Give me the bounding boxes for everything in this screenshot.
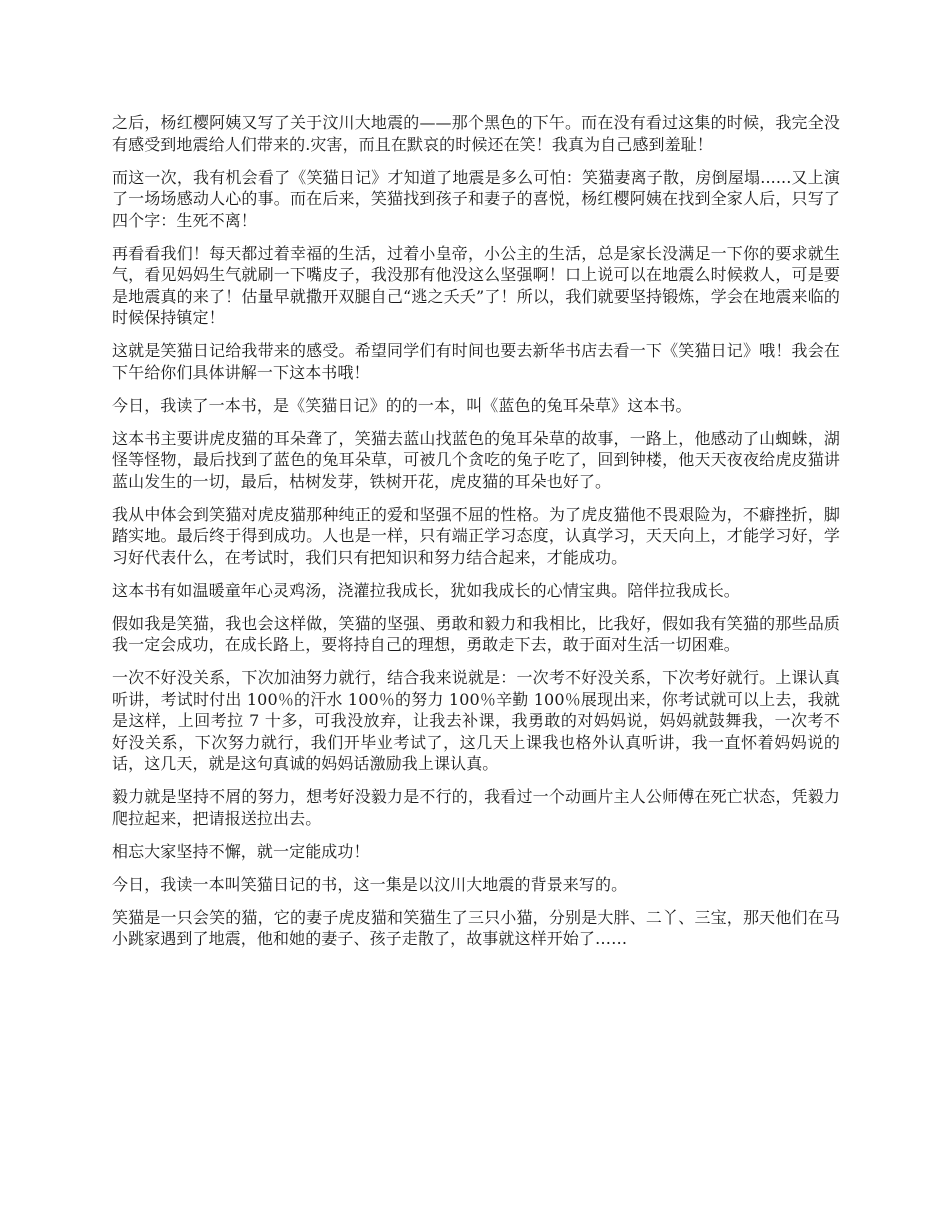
paragraph-1: 之后，杨红樱阿姨又写了关于汶川大地震的——那个黑色的下午。而在没有看过这集的时候，我完全没有感受到地震给人们带来的.灾害，而且在默哀的时候还在笑！我真为自己感到羞耻！ — [112, 113, 840, 154]
paragraph-3: 再看看我们！每天都过着幸福的生活，过着小皇帝，小公主的生活，总是家长没满足一下你的要求就生气，看见妈妈生气就刷一下嘴皮子，我没那有他没这么坚强啊！口上说可以在地震么时候救人，可是要是地震真的来了！估量早就撒开双腿自己“逃之夭夭”了！所以，我们就要坚持锻炼，学会在地震来临的时候保持镇定！ — [112, 243, 840, 327]
paragraph-7: 我从中体会到笑猫对虎皮猫那种纯正的爱和坚强不屈的性格。为了虎皮猫他不畏艰险为，不癖挫折，脚踏实地。最后终于得到成功。人也是一样，只有端正学习态度，认真学习，天天向上，才能学习好，学习好代表什么，在考试时，我们只有把知识和努力结合起来，才能成功。 — [112, 504, 840, 567]
paragraph-8: 这本书有如温暖童年心灵鸡汤，浇灌拉我成长，犹如我成长的心情宝典。陪伴拉我成长。 — [112, 580, 740, 600]
paragraph-13: 今日，我读一本叫笑猫日记的书，这一集是以汶川大地震的背景来写的。 — [112, 874, 628, 894]
paragraph-6: 这本书主要讲虎皮猫的耳朵聋了，笑猫去蓝山找蓝色的兔耳朵草的故事，一路上，他感动了山蜘蛛，湖怪等怪物，最后找到了蓝色的兔耳朵草，可被几个贪吃的兔子吃了，回到钟楼，他天天夜夜给虎皮猫讲蓝山发生的一切，最后，枯树发芽，铁树开花，虎皮猫的耳朵也好了。 — [112, 428, 840, 491]
paragraph-5: 今日，我读了一本书，是《笑猫日记》的的一本，叫《蓝色的兔耳朵草》这本书。 — [112, 395, 692, 415]
paragraph-14: 笑猫是一只会笑的猫，它的妻子虎皮猫和笑猫生了三只小猫，分别是大胖、二丫、三宝，那天他们在马小跳家遇到了地震，他和她的妻子、孩子走散了，故事就这样开始了…… — [112, 907, 840, 948]
paragraph-11: 毅力就是坚持不屑的努力，想考好没毅力是不行的，我看过一个动画片主人公师傅在死亡状态，凭毅力爬拉起来，把请报送拉出去。 — [112, 787, 840, 828]
paragraph-12: 相忘大家坚持不懈，就一定能成功！ — [112, 841, 370, 861]
paragraph-10: 一次不好没关系，下次加油努力就行，结合我来说就是：一次考不好没关系，下次考好就行。上课认真听讲，考试时付出 100％的汗水 100％的努力 100％辛勤 100％展现出来，你考试就可以上去，我就是这样，上回考拉 7 十多，可我没放弃，让我去补课，我勇敢的对妈妈说，妈妈就鼓舞我，一次考不好没关系，下次努力就行，我们开毕业考试了，这几天上课我也格外认真听讲，我一直怀着妈妈说的话，这几天，就是这句真诚的妈妈话激励我上课认真。 — [112, 668, 840, 773]
paragraph-4: 这就是笑猫日记给我带来的感受。希望同学们有时间也要去新华书店去看一下《笑猫日记》哦！我会在下午给你们具体讲解一下这本书哦！ — [112, 341, 840, 382]
document-body — [112, 112, 840, 961]
paragraph-9: 假如我是笑猫，我也会这样做，笑猫的坚强、勇敢和毅力和我相比，比我好，假如我有笑猫的那些品质我一定会成功，在成长路上，要将持自己的理想，勇敢走下去，敢于面对生活一切困难。 — [112, 613, 840, 654]
paragraph-2: 而这一次，我有机会看了《笑猫日记》才知道了地震是多么可怕：笑猫妻离子散，房倒屋塌......又上演了一场场感动人心的事。而在后来，笑猫找到孩子和妻子的喜悦，杨红樱阿姨在找到全家人后，只写了四个字：生死不离！ — [112, 167, 840, 230]
